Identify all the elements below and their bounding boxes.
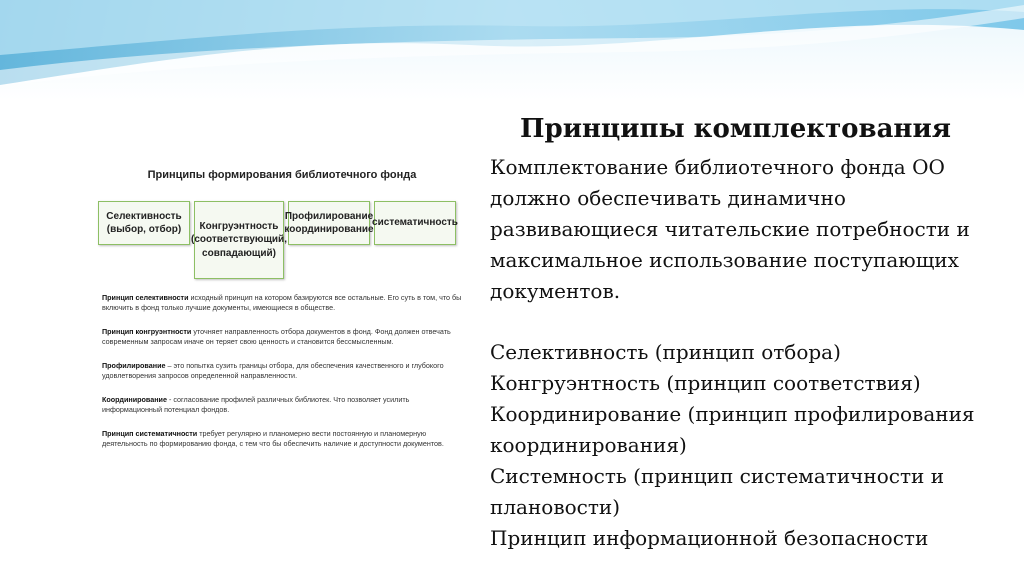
principles-diagram-figure xyxy=(92,135,472,470)
slide-heading: Принципы комплектования xyxy=(520,114,951,144)
figure-title: Принципы формирования библиотечного фонда xyxy=(147,169,417,181)
desc-text: уточняет направленность отбора документов в фонд. Фонд должен отвечать современным запросам иначе он теряет свою ценность и становится бессмысленным. xyxy=(102,327,451,347)
principle-item: Координирование (принцип профилирования координирования) xyxy=(490,402,975,457)
spacer xyxy=(490,307,990,337)
figure-desc-congruence xyxy=(102,327,462,348)
principle-item: Системность (принцип систематичности и плановости) xyxy=(490,464,945,519)
desc-term: Профилирование xyxy=(102,361,166,370)
figure-box-label: систематичность xyxy=(372,217,458,229)
figure-box-profiling xyxy=(284,201,374,245)
desc-text: исходный принцип на котором базируются все остальные. Его суть в том, что бы включить в фонд только лучшие документы, имеющиеся в обществе. xyxy=(102,293,462,313)
desc-term: Принцип конгруэнтности xyxy=(102,327,192,336)
figure-desc-selectivity xyxy=(102,293,462,314)
figure-box-systematic xyxy=(374,201,456,245)
figure-desc-systematic xyxy=(102,429,462,450)
desc-term: Координирование xyxy=(102,395,167,404)
main-text-block xyxy=(490,112,990,554)
figure-desc-coordination xyxy=(102,395,462,416)
desc-term: Принцип селективности xyxy=(102,293,189,302)
desc-text: – это попытка сузить границы отбора, для обеспечения качественного и глубокого удовлетворения запросов определенной направленности. xyxy=(102,361,444,381)
figure-box-label: Селективность (выбор, отбор) xyxy=(106,210,182,235)
figure-box-label: Конгруэнтность (соответствующий, совпадающий) xyxy=(191,220,287,259)
intro-paragraph: Комплектование библиотечного фонда ОО должно обеспечивать динамично развивающиеся читательские потребности и максимальное использование поступающих документов. xyxy=(490,155,970,303)
desc-term: Принцип систематичности xyxy=(102,429,198,438)
principle-item: Селективность (принцип отбора) xyxy=(490,340,841,364)
header-wave-banner xyxy=(0,0,1024,100)
figure-box-selectivity xyxy=(98,201,190,245)
desc-text: - согласование профилей различных библиотек. Что позволяет усилить информационный потенциал фондов. xyxy=(102,395,410,415)
figure-box-label: Профилирование координирование xyxy=(284,210,374,235)
principle-item: Конгруэнтность (принцип соответствия) xyxy=(490,371,921,395)
figure-box-congruence xyxy=(191,201,287,279)
principle-item: Принцип информационной безопасности xyxy=(490,526,929,550)
figure-desc-profiling xyxy=(102,361,462,382)
desc-text: требует регулярно и планомерно вести постоянную и планомерную деятельность по формированию фонда, с тем что бы обеспечить наличие и доступности документов. xyxy=(102,429,444,449)
principles-list xyxy=(490,337,990,554)
